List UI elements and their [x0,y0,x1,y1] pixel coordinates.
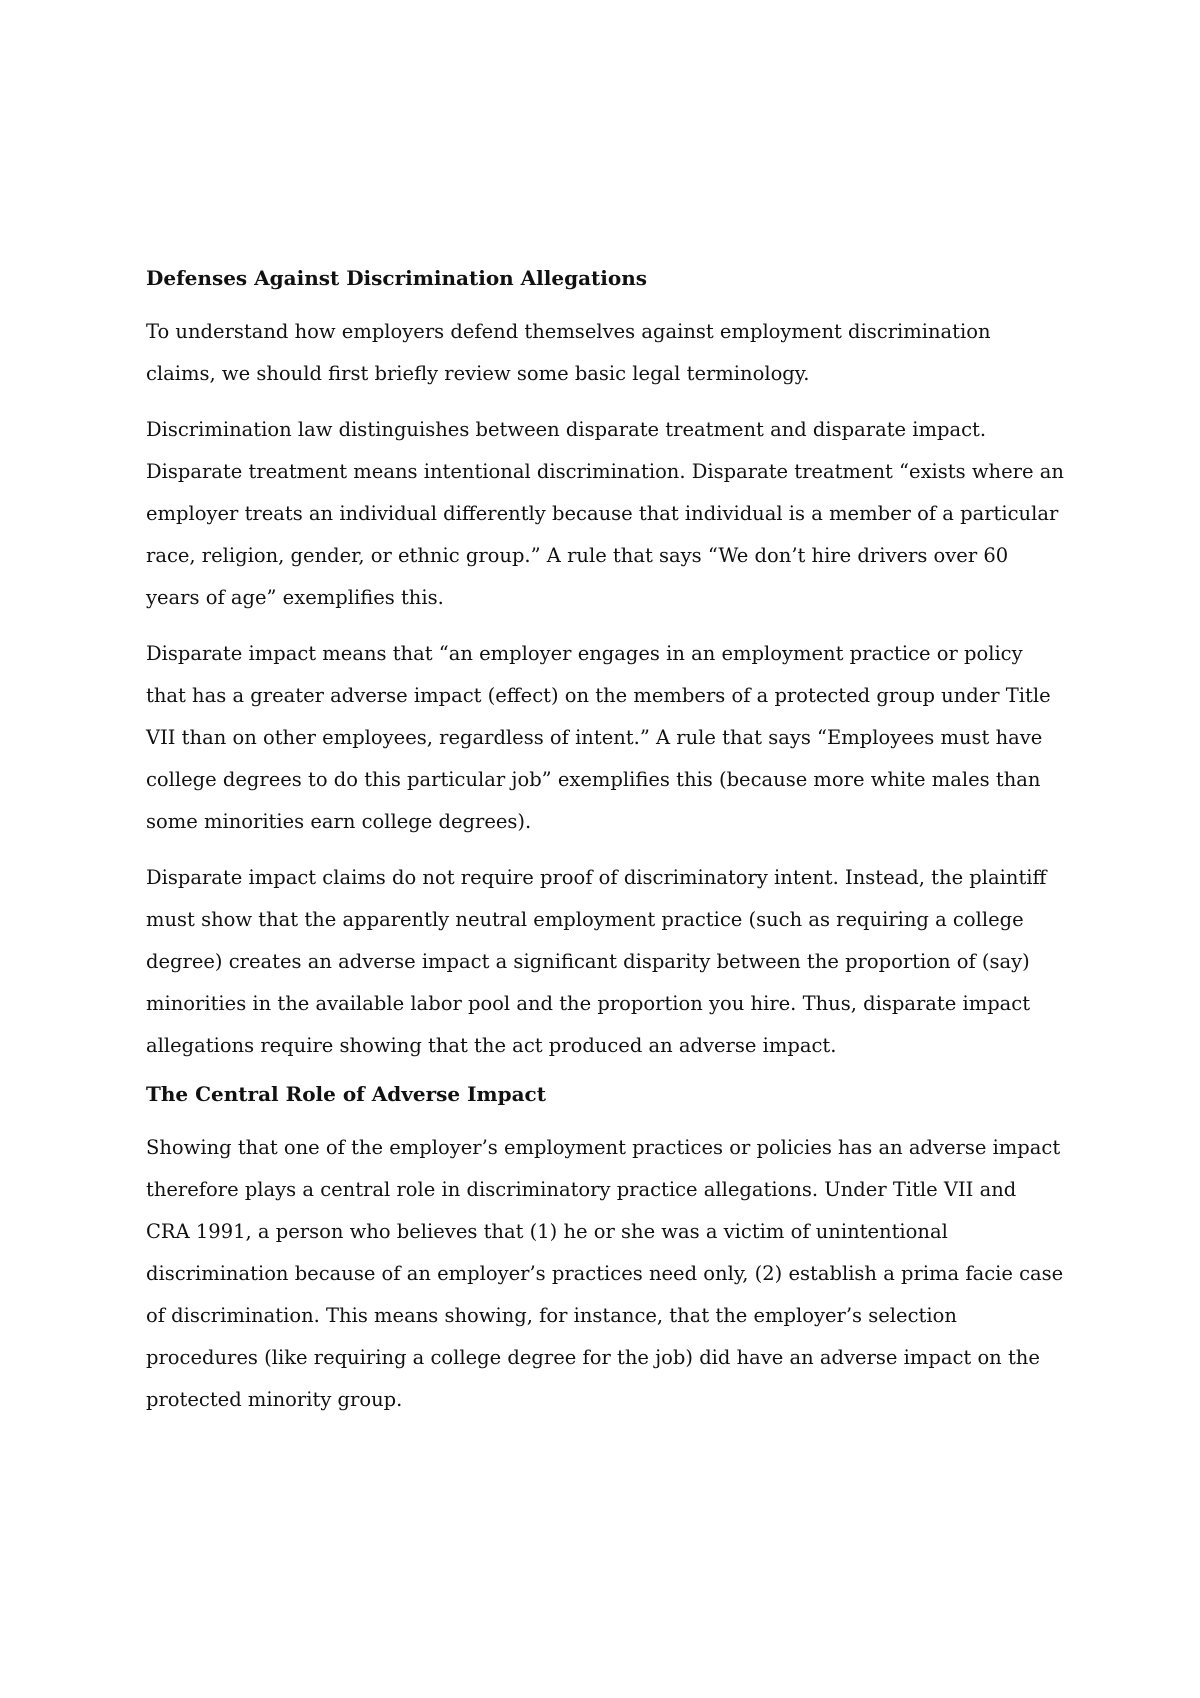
paragraph-disparate-impact: Disparate impact means that “an employer engages in an employment practice or policy that has a greater adverse impact (effect) on the members of a protected group under Title VII than on other employees, regardless of intent.” A rule that says “Employees must have college degrees to do this particular job” exemplifies this (because more white males than some minorities earn college degrees). [146,642,1051,833]
paragraph-intro: To understand how employers defend themselves against employment discrimination claims, we should first briefly review some basic legal terminology. [146,320,991,385]
paragraph-disparate-treatment: Discrimination law distinguishes between disparate treatment and disparate impact. Disparate treatment means intentional discrimination. Disparate treatment “exists where an employer treats an individual differently because that individual is a member of a particular race, religion, gender, or ethnic group.” A rule that says “We don’t hire drivers over 60 years of age” exemplifies this. [146,418,1064,609]
paragraph-central-role: Showing that one of the employer’s employment practices or policies has an adverse impact therefore plays a central role in discriminatory practice allegations. Under Title VII and CRA 1991, a person who believes that (1) he or she was a victim of unintentional discrimination because of an employer’s practices need only, (2) establish a prima facie case of discrimination. This means showing, for instance, that the employer’s selection procedures (like requiring a college degree for the job) did have an adverse impact on the protected minority group. [146,1136,1064,1411]
section-heading-adverse-impact: The Central Role of Adverse Impact [146,1082,546,1106]
paragraph-impact-claims: Disparate impact claims do not require proof of discriminatory intent. Instead, the plaintiff must show that the apparently neutral employment practice (such as requiring a college degree) creates an adverse impact a significant disparity between the proportion of (say) minorities in the available labor pool and the proportion you hire. Thus, disparate impact allegations require showing that the act produced an adverse impact. [146,866,1047,1057]
document-page [146,265,1066,1435]
section-heading-defenses: Defenses Against Discrimination Allegations [146,266,648,290]
